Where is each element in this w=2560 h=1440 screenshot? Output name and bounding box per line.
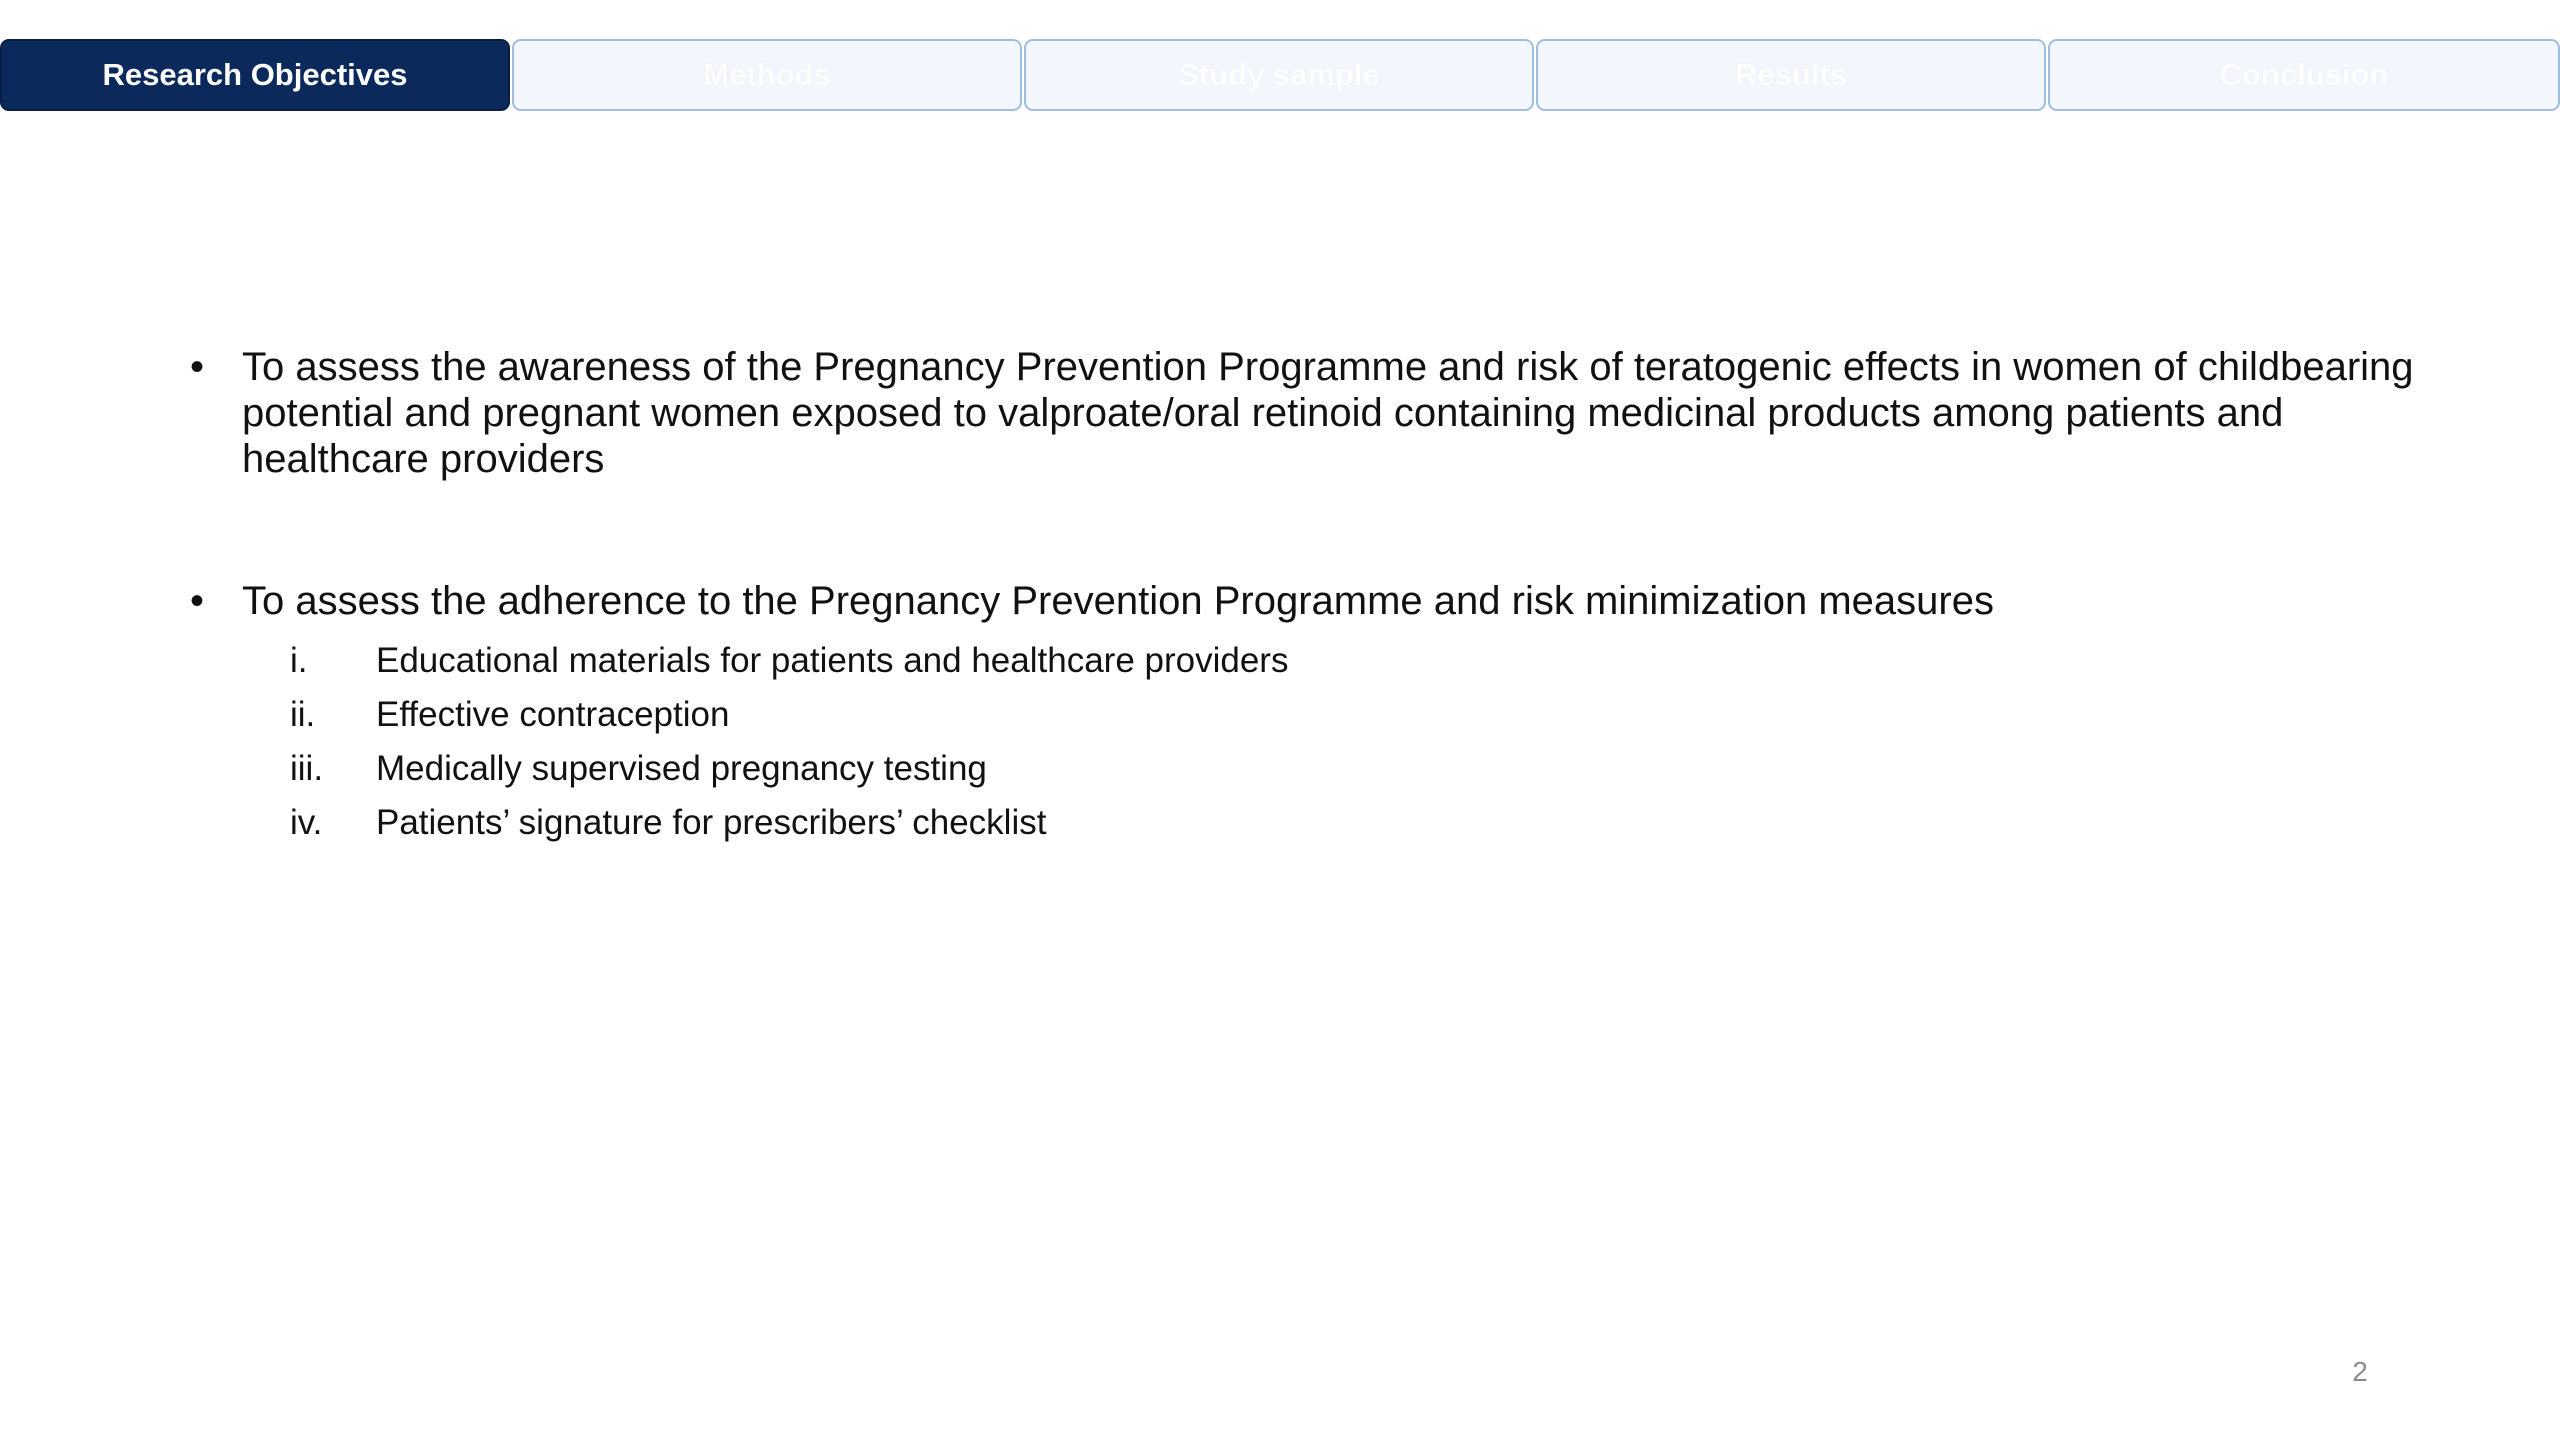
list-item: [290, 796, 1288, 850]
tab-results[interactable]: [1536, 39, 2046, 111]
tab-conclusion[interactable]: [2048, 39, 2560, 111]
list-item-number: ii.: [290, 695, 316, 734]
list-item-text: Educational materials for patients and healthcare providers: [376, 641, 1289, 680]
list-item-text: Patients’ signature for prescribers’ checklist: [376, 803, 1047, 842]
list-item: [290, 742, 1288, 796]
list-item-text: Effective contraception: [376, 695, 730, 734]
tab-label: Study sample: [1178, 57, 1380, 92]
section-nav: [0, 39, 2560, 113]
tab-label: Conclusion: [2219, 57, 2389, 92]
bullet-icon: •: [190, 345, 205, 389]
objective-item: [190, 578, 2422, 624]
objective-text: To assess the adherence to the Pregnancy Prevention Programme and risk minimization measures: [242, 579, 1994, 623]
bullet-icon: •: [190, 579, 205, 623]
tab-research-objectives[interactable]: [0, 39, 510, 111]
list-item-number: iii.: [290, 749, 324, 788]
tab-label: Methods: [703, 57, 831, 92]
tab-methods[interactable]: [512, 39, 1022, 111]
list-item: [290, 688, 1288, 742]
objective-item: [190, 344, 2422, 482]
tab-label: Results: [1735, 57, 1847, 92]
tab-label: Research Objectives: [102, 57, 408, 92]
page-number: 2: [2352, 1356, 2368, 1387]
list-item: [290, 634, 1288, 688]
risk-measures-list: [290, 634, 1288, 850]
list-item-text: Medically supervised pregnancy testing: [376, 749, 987, 788]
tab-study-sample[interactable]: [1024, 39, 1534, 111]
list-item-number: iv.: [290, 803, 323, 842]
list-item-number: i.: [290, 641, 308, 680]
objective-text: To assess the awareness of the Pregnancy Prevention Programme and risk of teratogenic effects in women of childbearing potential and pregnant women exposed to valproate/oral retinoid containing medicinal products among patients and healthcare providers: [242, 345, 2414, 481]
